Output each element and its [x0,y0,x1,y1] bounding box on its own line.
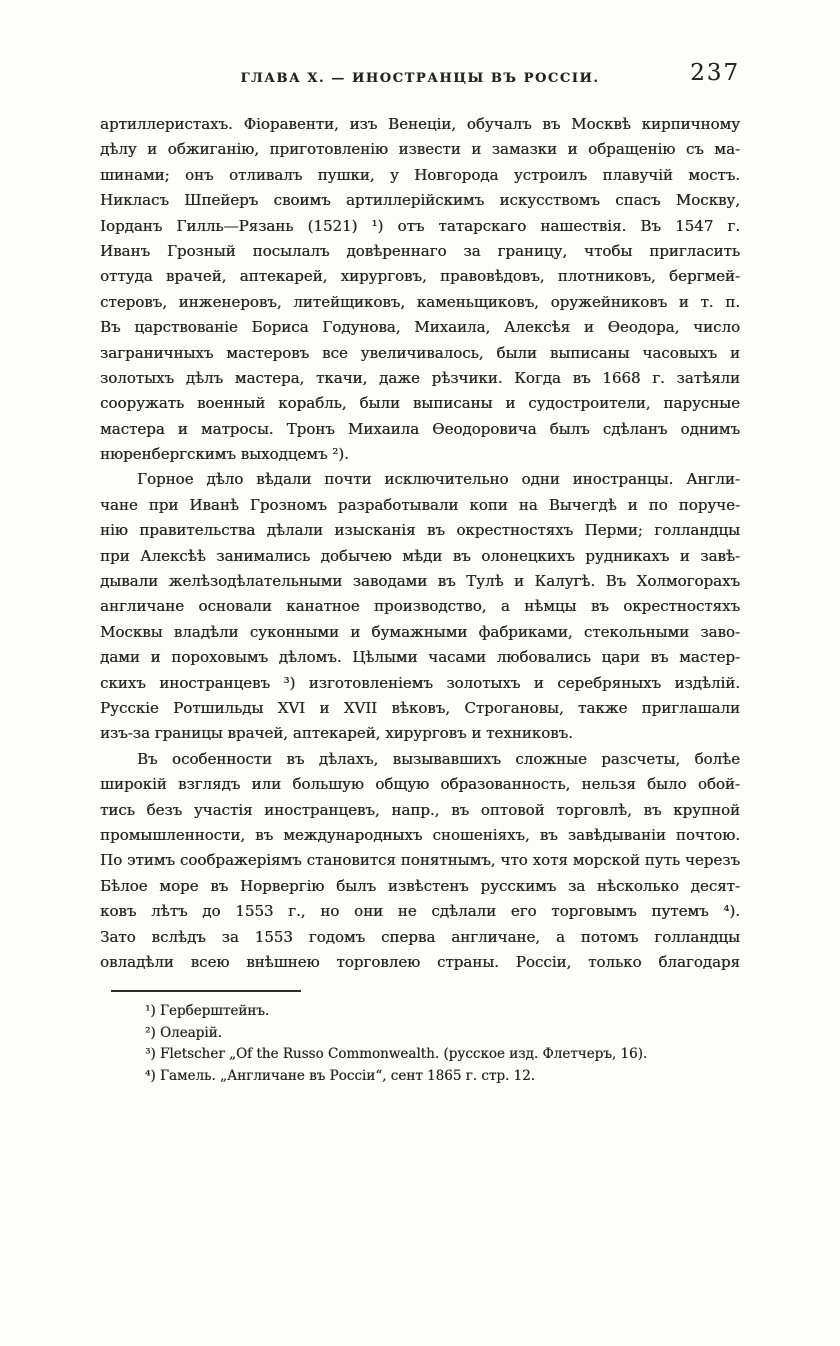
text-line: англичане основали канатное производство, а нѣмцы въ окрестностяхъ [100,597,740,616]
footnote-line: ²) Олеарій. [145,1024,222,1041]
page-number: 237 [690,60,740,86]
text-line: шинами; онъ отливалъ пушки, у Новгорода устроилъ плавучій мостъ. [100,165,740,184]
text-line: при Алексѣѣ занимались добычею мѣди въ олонецкихъ рудникахъ и завѣ- [100,546,740,565]
text-line: промышленности, въ международныхъ сношеніяхъ, въ завѣдываніи почтою. [100,825,740,844]
text-line: Іорданъ Гилль—Рязань (1521) ¹) отъ татарскаго нашествія. Въ 1547 г. [100,216,740,235]
text-line: Москвы владѣли суконными и бумажными фабриками, стекольными заво- [100,622,740,641]
text-line: Бѣлое море въ Норвергію былъ извѣстенъ русскимъ за нѣсколько десят- [100,876,740,895]
text-line: овладѣли всею внѣшнею торговлею страны. Россіи, только благодаря [100,952,740,971]
text-line: чане при Иванѣ Грозномъ разработывали копи на Вычегдѣ и по поруче- [100,495,740,514]
text-line: Въ особенности въ дѣлахъ, вызывавшихъ сложные разсчеты, болѣе [137,749,740,768]
text-line: скихъ иностранцевъ ³) изготовленіемъ золотыхъ и серебряныхъ издѣлій. [100,673,740,692]
text-line: тись безъ участія иностранцевъ, напр., въ оптовой торговлѣ, въ крупной [100,800,740,819]
footnote-divider [111,990,301,992]
text-line: золотыхъ дѣлъ мастера, ткачи, даже рѣзчики. Когда въ 1668 г. затѣяли [100,368,740,387]
text-line: Иванъ Грозный посылалъ довѣреннаго за границу, чтобы пригласить [100,241,740,260]
paragraph [100,467,740,746]
chapter-header: ГЛАВА X. — ИНОСТРАНЦЫ ВЪ РОССІИ. [240,71,600,86]
text-line: широкій взглядъ или большую общую образованность, нельзя было обой- [100,775,740,794]
footnote-line: ⁴) Гамель. „Англичане въ Россіи“, сент 1865 г. стр. 12. [145,1067,536,1084]
text-line: нюренбергскимъ выходцемъ ²). [100,445,349,464]
text-line: По этимъ соображеріямъ становится понятнымъ, что хотя морской путь черезъ [100,851,740,870]
text-line: изъ-за границы врачей, аптекарей, хирурговъ и техниковъ. [100,724,573,743]
footnote-line: ¹) Герберштейнъ. [145,1003,270,1019]
text-line: мастера и матросы. Тронъ Михаила Ѳеодоровича былъ сдѣланъ однимъ [100,419,740,438]
paragraph [100,112,740,467]
footnotes [100,1001,740,1087]
text-line: Никласъ Шпейеръ своимъ артиллерійскимъ искусствомъ спасъ Москву, [100,191,740,210]
text-line: сооружать военный корабль, были выписаны и судостроители, парусные [100,394,740,413]
text-line: дывали желѣзодѣлательными заводами въ Тулѣ и Калугѣ. Въ Холмогорахъ [100,572,740,591]
text-line: оттуда врачей, аптекарей, хирурговъ, правовѣдовъ, плотниковъ, бергмей- [100,267,740,286]
text-line: заграничныхъ мастеровъ все увеличивалось, были выписаны часовыхъ и [100,343,740,362]
paragraph [100,747,740,976]
text-line: Въ царствованіе Бориса Годунова, Михаила, Алексѣя и Ѳеодора, число [100,318,740,337]
text-line: Русскіе Ротшильды XVI и XVII вѣковъ, Строгановы, также приглашали [100,698,740,717]
text-line: дѣлу и обжиганію, приготовленію извести и замазки и обращенію съ ма- [100,140,740,159]
text-line: Зато вслѣдъ за 1553 годомъ сперва англичане, а потомъ голландцы [100,927,740,946]
text-line: стеровъ, инженеровъ, литейщиковъ, каменьщиковъ, оружейниковъ и т. п. [100,292,740,311]
body-text [100,112,740,975]
text-line: ковъ лѣтъ до 1553 г., но они не сдѣлали его торговымъ путемъ ⁴). [100,902,740,921]
text-line: Горное дѣло вѣдали почти исключительно одни иностранцы. Англи- [137,470,740,489]
text-line: дами и пороховымъ дѣломъ. Цѣлыми часами любовались цари въ мастер- [100,648,740,667]
footnote-line: ³) Fletscher „Of the Russo Commonwealth. (русское изд. Флетчеръ, 16). [145,1046,648,1062]
text-line: артиллеристахъ. Фіоравенти, изъ Венеціи, обучалъ въ Москвѣ кирпичному [100,115,740,133]
text-line: нію правительства дѣлали изысканія въ окрестностяхъ Перми; голландцы [100,521,740,540]
